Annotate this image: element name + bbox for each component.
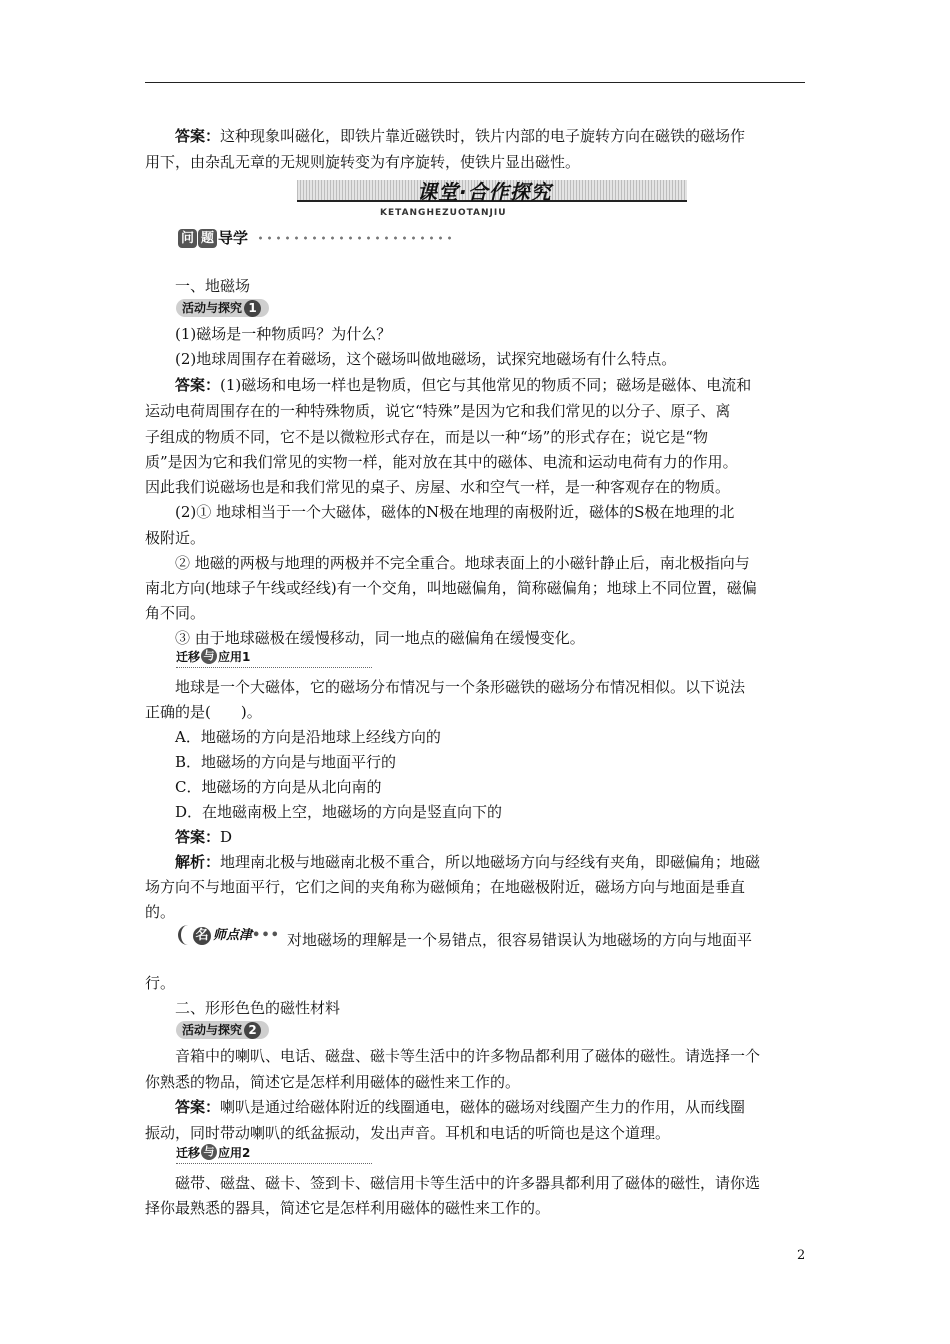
page-number: 2 xyxy=(797,1248,806,1263)
apply-tag: 迁移 与 应用2 xyxy=(176,1144,250,1162)
answer-line: 答案：喇叭是通过给磁体附近的线圈通电，磁体的磁场对线圈产生力的作用，从而线圈 xyxy=(175,1098,746,1116)
problem-line: 地球是一个大磁体，它的磁场分布情况与一个条形磁铁的磁场分布情况相似。以下说法 xyxy=(175,678,746,696)
activity-badge: 活动与探究 1 xyxy=(176,299,269,317)
question-line: (1)磁场是一种物质吗？为什么？ xyxy=(175,325,392,343)
question-line: 音箱中的喇叭、电话、磁盘、磁卡等生活中的许多物品都利用了磁体的磁性。请选择一个 xyxy=(175,1047,761,1065)
answer-line: 答案：(1)磁场和电场一样也是物质，但它与其他常见的物质不同；磁场是磁体、电流和 xyxy=(175,376,752,394)
dotted-leader xyxy=(256,233,456,243)
option-a: A．地磁场的方向是沿地球上经线方向的 xyxy=(175,728,441,746)
answer-line: 振动，同时带动喇叭的纸盆振动，发出声音。耳机和电话的听筒也是这个道理。 xyxy=(145,1124,671,1142)
apply-tag: 迁移 与 应用1 xyxy=(176,648,250,666)
answer-line: 南北方向(地球子午线或经线)有一个交角，叫地磁偏角，简称磁偏角；地球上不同位置，磁偏 xyxy=(145,579,757,597)
explanation-line: 场方向不与地面平行，它们之间的夹角称为磁倾角；在地磁极附近，磁场方向与地面是垂直 xyxy=(145,878,746,896)
banner-title: 课堂·合作探究 xyxy=(417,180,552,204)
guide-box: 题 xyxy=(198,229,217,248)
answer-line: 子组成的物质不同，它不是以微粒形式存在，而是以一种“场”的形式存在；说它是“物 xyxy=(145,428,709,446)
activity-badge: 活动与探究 2 xyxy=(176,1021,269,1039)
answer-text: 这种现象叫磁化，即铁片靠近磁铁时，铁片内部的电子旋转方向在磁铁的磁场作 xyxy=(220,127,746,145)
intro-answer-line xyxy=(175,126,745,146)
option-d: D．在地磁南极上空，地磁场的方向是竖直向下的 xyxy=(175,803,503,821)
activity-number: 1 xyxy=(244,300,261,317)
problem-line: 择你最熟悉的器具，简述它是怎样利用磁体的磁性来工作的。 xyxy=(145,1199,551,1217)
section-banner xyxy=(297,176,687,202)
answer-line: 质”是因为它和我们常见的实物一样，能对放在其中的磁体、电流和运动电荷有力的作用。 xyxy=(145,453,738,471)
answer-line: 角不同。 xyxy=(145,604,206,622)
answer-line: 极附近。 xyxy=(145,529,206,547)
tip-line: 对地磁场的理解是一个易错点，很容易错误认为地磁场的方向与地面平 xyxy=(287,931,753,949)
guide-heading xyxy=(178,228,456,252)
answer-label: 答案： xyxy=(175,127,221,145)
option-c: C．地磁场的方向是从北向南的 xyxy=(175,778,382,796)
answer-line: ③ 由于地球磁极在缓慢移动，同一地点的磁偏角在缓慢变化。 xyxy=(175,629,585,647)
banner-subtitle: KETANGHEZUOTANJIU xyxy=(380,208,507,218)
header-rule xyxy=(145,82,805,83)
section-heading: 一、地磁场 xyxy=(175,277,251,295)
problem-line: 磁带、磁盘、磁卡、签到卡、磁信用卡等生活中的许多器具都利用了磁体的磁性，请你选 xyxy=(175,1174,761,1192)
option-b: B．地磁场的方向是与地面平行的 xyxy=(175,753,397,771)
teacher-tip-badge: 名 师点津••• xyxy=(178,925,280,947)
answer-line: 答案：D xyxy=(175,828,233,846)
question-line: 你熟悉的物品，简述它是怎样利用磁体的磁性来工作的。 xyxy=(145,1073,521,1091)
guide-text: 导学 xyxy=(218,229,249,247)
answer-line: 因此我们说磁场也是和我们常见的桌子、房屋、水和空气一样，是一种客观存在的物质。 xyxy=(145,478,731,496)
tip-line: 行。 xyxy=(145,974,176,992)
answer-label: 答案： xyxy=(175,376,221,394)
answer-line: (2)① 地球相当于一个大磁体，磁体的N极在地理的南极附近，磁体的S极在地理的北 xyxy=(175,503,735,521)
explanation-line: 解析：地理南北极与地磁南北极不重合，所以地磁场方向与经线有夹角，即磁偏角；地磁 xyxy=(175,853,761,871)
problem-line: 正确的是( )。 xyxy=(145,703,262,721)
question-line: (2)地球周围存在着磁场，这个磁场叫做地磁场，试探究地磁场有什么特点。 xyxy=(175,350,677,368)
answer-line: 运动电荷周围存在的一种特殊物质，说它“特殊”是因为它和我们常见的以分子、原子、离 xyxy=(145,402,731,420)
intro-answer-line: 用下，由杂乱无章的无规则旋转变为有序旋转，使铁片显出磁性。 xyxy=(145,153,581,171)
explanation-line: 的。 xyxy=(145,903,176,921)
section-heading: 二、形形色色的磁性材料 xyxy=(175,999,341,1017)
answer-line: ② 地磁的两极与地理的两极并不完全重合。地球表面上的小磁针静止后，南北极指向与 xyxy=(175,554,750,572)
activity-number: 2 xyxy=(244,1022,261,1039)
guide-box: 问 xyxy=(178,229,197,248)
